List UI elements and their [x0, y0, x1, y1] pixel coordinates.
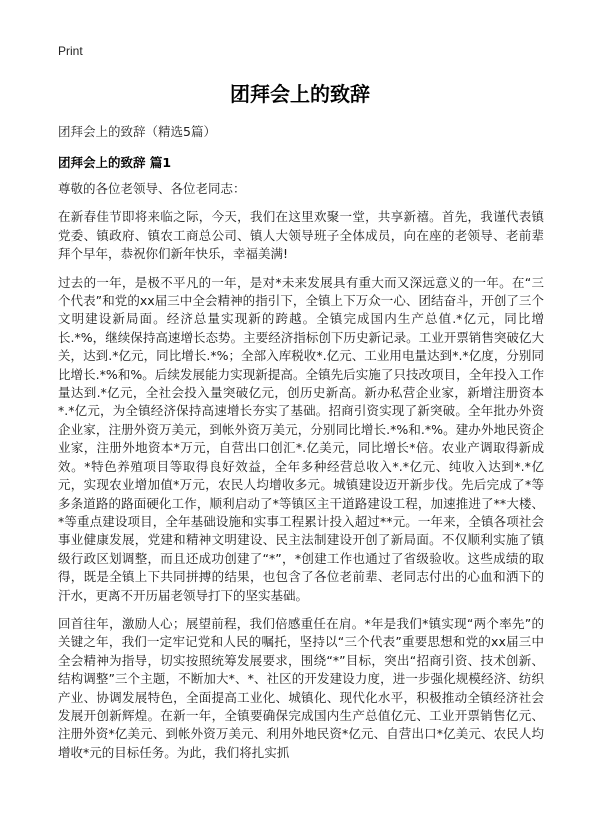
print-link[interactable]: Print: [58, 44, 83, 58]
body-paragraph: 过去的一年，是极不平凡的一年，是对*未来发展具有重大而又深远意义的一年。在“三个代表”和党的xx届三中全会精神的指引下，全镇上下万众一心、团结奋斗，开创了三个文明建设新局面。经济总量实现新的跨越。全镇完成国内生产总值.*亿元，同比增长.*%，继续保持高速增长态势。主要经济指标创下历史新记录。工业开票销售突破亿大关，达到.*亿元，同比增长.*%；全部入库税收*.亿元、工业用电量达到*.*亿度，分别同比增长.*%和%。后续发展能力实现新提高。全镇先后实施了只技改项目，全年投入工作量达到.*亿元，全社会投入量突破亿元，创历史新高。新办私营企业家，新增注册资本*.*亿元，为全镇经济保持高速增长夯实了基础。招商引资实现了新突破。全年批办外资企业家，注册外资万美元，到帐外资万美元，分别同比增长.*%和.*%。建办外地民资企业家，注册外地资本*万元，自营出口创汇*.亿美元，同比增长*倍。农业产调取得新成效。*特色养殖项目等取得良好效益，全年多种经营总收入*.*亿元、纯收入达到*.*亿元，实现农业增加值*万元，农民人均增收多元。城镇建设迈开新步伐。先后完成了*等多条道路的路面硬化工作，顺利启动了*等镇区主干道路建设工程，加速推进了**大楼、*等重点建设项目，全年基础设施和实事工程累计投入超过**元。一年来，全镇各项社会事业健康发展，党建和精神文明建设、民主法制建设开创了新局面。不仅顺利实施了镇级行政区划调整，而且还成功创建了“*”，*创建工作也通过了省级验收。这些成绩的取得，既是全镇上下共同拼搏的结果，也包含了各位老前辈、老同志付出的心血和洒下的汗水，更离不开历届老领导打下的坚实基础。: [58, 274, 544, 603]
salutation-paragraph: 尊敬的各位老领导、各位老同志：: [58, 181, 246, 196]
body-paragraph: 在新春佳节即将来临之际，今天，我们在这里欢聚一堂，共享新禧。首先，我谨代表镇党委、镇政府、镇农工商总公司、镇人大领导班子全体成员，向在座的老领导、老前辈拜个早年，恭祝你们新年快乐，幸福美满!: [58, 209, 544, 262]
document-body: [58, 180, 544, 772]
section-heading: 团拜会上的致辞 篇1: [58, 155, 172, 170]
document-title: 团拜会上的致辞: [230, 82, 370, 106]
body-paragraph: 回首往年，激励人心；展望前程，我们倍感重任在肩。*年是我们*镇实现“两个率先”的关键之年，我们一定牢记党和人民的嘱托，坚持以“三个代表”重要思想和党的xx届三中全会精神为指导，切实按照统筹发展要求，围绕“*”目标，突出“招商引资、技术创新、结构调整”三个主题，不断加大*、*、社区的开发建设力度，进一步强化规模经济、纺织产业、协调发展特色，全面提高工业化、城镇化、现代化水平，积极推动全镇经济社会发展开创新辉煌。在新一年，全镇要确保完成国内生产总值亿元、工业开票销售亿元、注册外资*亿美元、到帐外资万美元、利用外地民资*亿元、自营出口*亿美元、农民人均增收*元的目标任务。为此，我们将扎实抓: [58, 615, 544, 760]
document-subtitle: 团拜会上的致辞（精选5篇）: [58, 124, 216, 139]
